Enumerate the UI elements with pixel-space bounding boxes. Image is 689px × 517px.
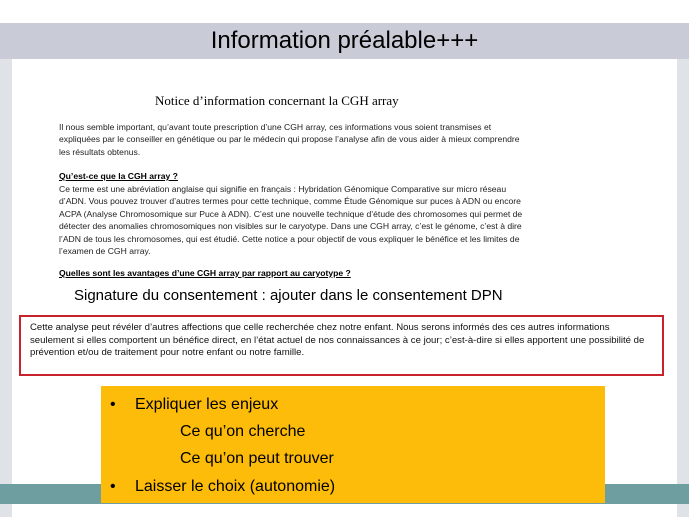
sub-bullet-find: Ce qu’on peut trouver <box>180 450 334 467</box>
slide-title: Information préalable+++ <box>210 27 479 54</box>
bullet-icon: • <box>110 396 116 413</box>
document-question-1: Qu’est-ce que la CGH array ? <box>59 171 178 181</box>
document-intro: Il nous semble important, qu’avant toute prescription d’une CGH array, ces informations vous soient transmises et expliquées par le conseiller en génétique ou par le médecin qui propose l’analyse afin de vous aider à mieux comprendre les résultats obtenus. <box>59 122 520 157</box>
document-answer-1: Ce terme est une abréviation anglaise qui signifie en français : Hybridation Génomique Comparative sur micro réseau d’ADN. Vous pouvez trouver d’autres termes pour cette technique, comme Étude Génomique sur puces à ADN ou encore ACPA (Analyse Chromosomique sur Puce à ADN). C’est une nouvelle technique d’étude des chromosomes qui permet de détecter des anomalies chromosomiques non visibles sur le caryotype. Dans une CGH array, c’est le génome, c’est à dire l’ADN de tous les chromosomes, qui est étudié. Cette notice a pour objectif de vous expliquer le bénéfice et les limites de l’examen de CGH array. <box>59 184 523 257</box>
document-title: Notice d’information concernant la CGH array <box>155 93 399 108</box>
bullet-icon: • <box>110 478 116 495</box>
right-decor-strip <box>677 23 689 517</box>
signature-note: Signature du consentement : ajouter dans le consentement DPN <box>74 287 503 304</box>
bullet-choice: Laisser le choix (autonomie) <box>135 478 336 495</box>
bullet-explain: Expliquer les enjeux <box>135 396 279 413</box>
sub-bullet-search: Ce qu’on cherche <box>180 423 306 440</box>
consent-text: Cette analyse peut révéler d’autres affections que celle recherchée chez notre enfant. Nous serons informés des ces autres informations seulement si elles comportent un bénéfice direct, en l’état actuel de nos connaissances à ce jour; c’est-à-dire si elles apportent une possibilité de prévention et/ou de traitement pour notre enfant ou notre famille. <box>30 322 645 359</box>
document-question-2: Quelles sont les avantages d’une CGH array par rapport au caryotype ? <box>59 268 351 278</box>
left-decor-strip <box>0 23 12 517</box>
